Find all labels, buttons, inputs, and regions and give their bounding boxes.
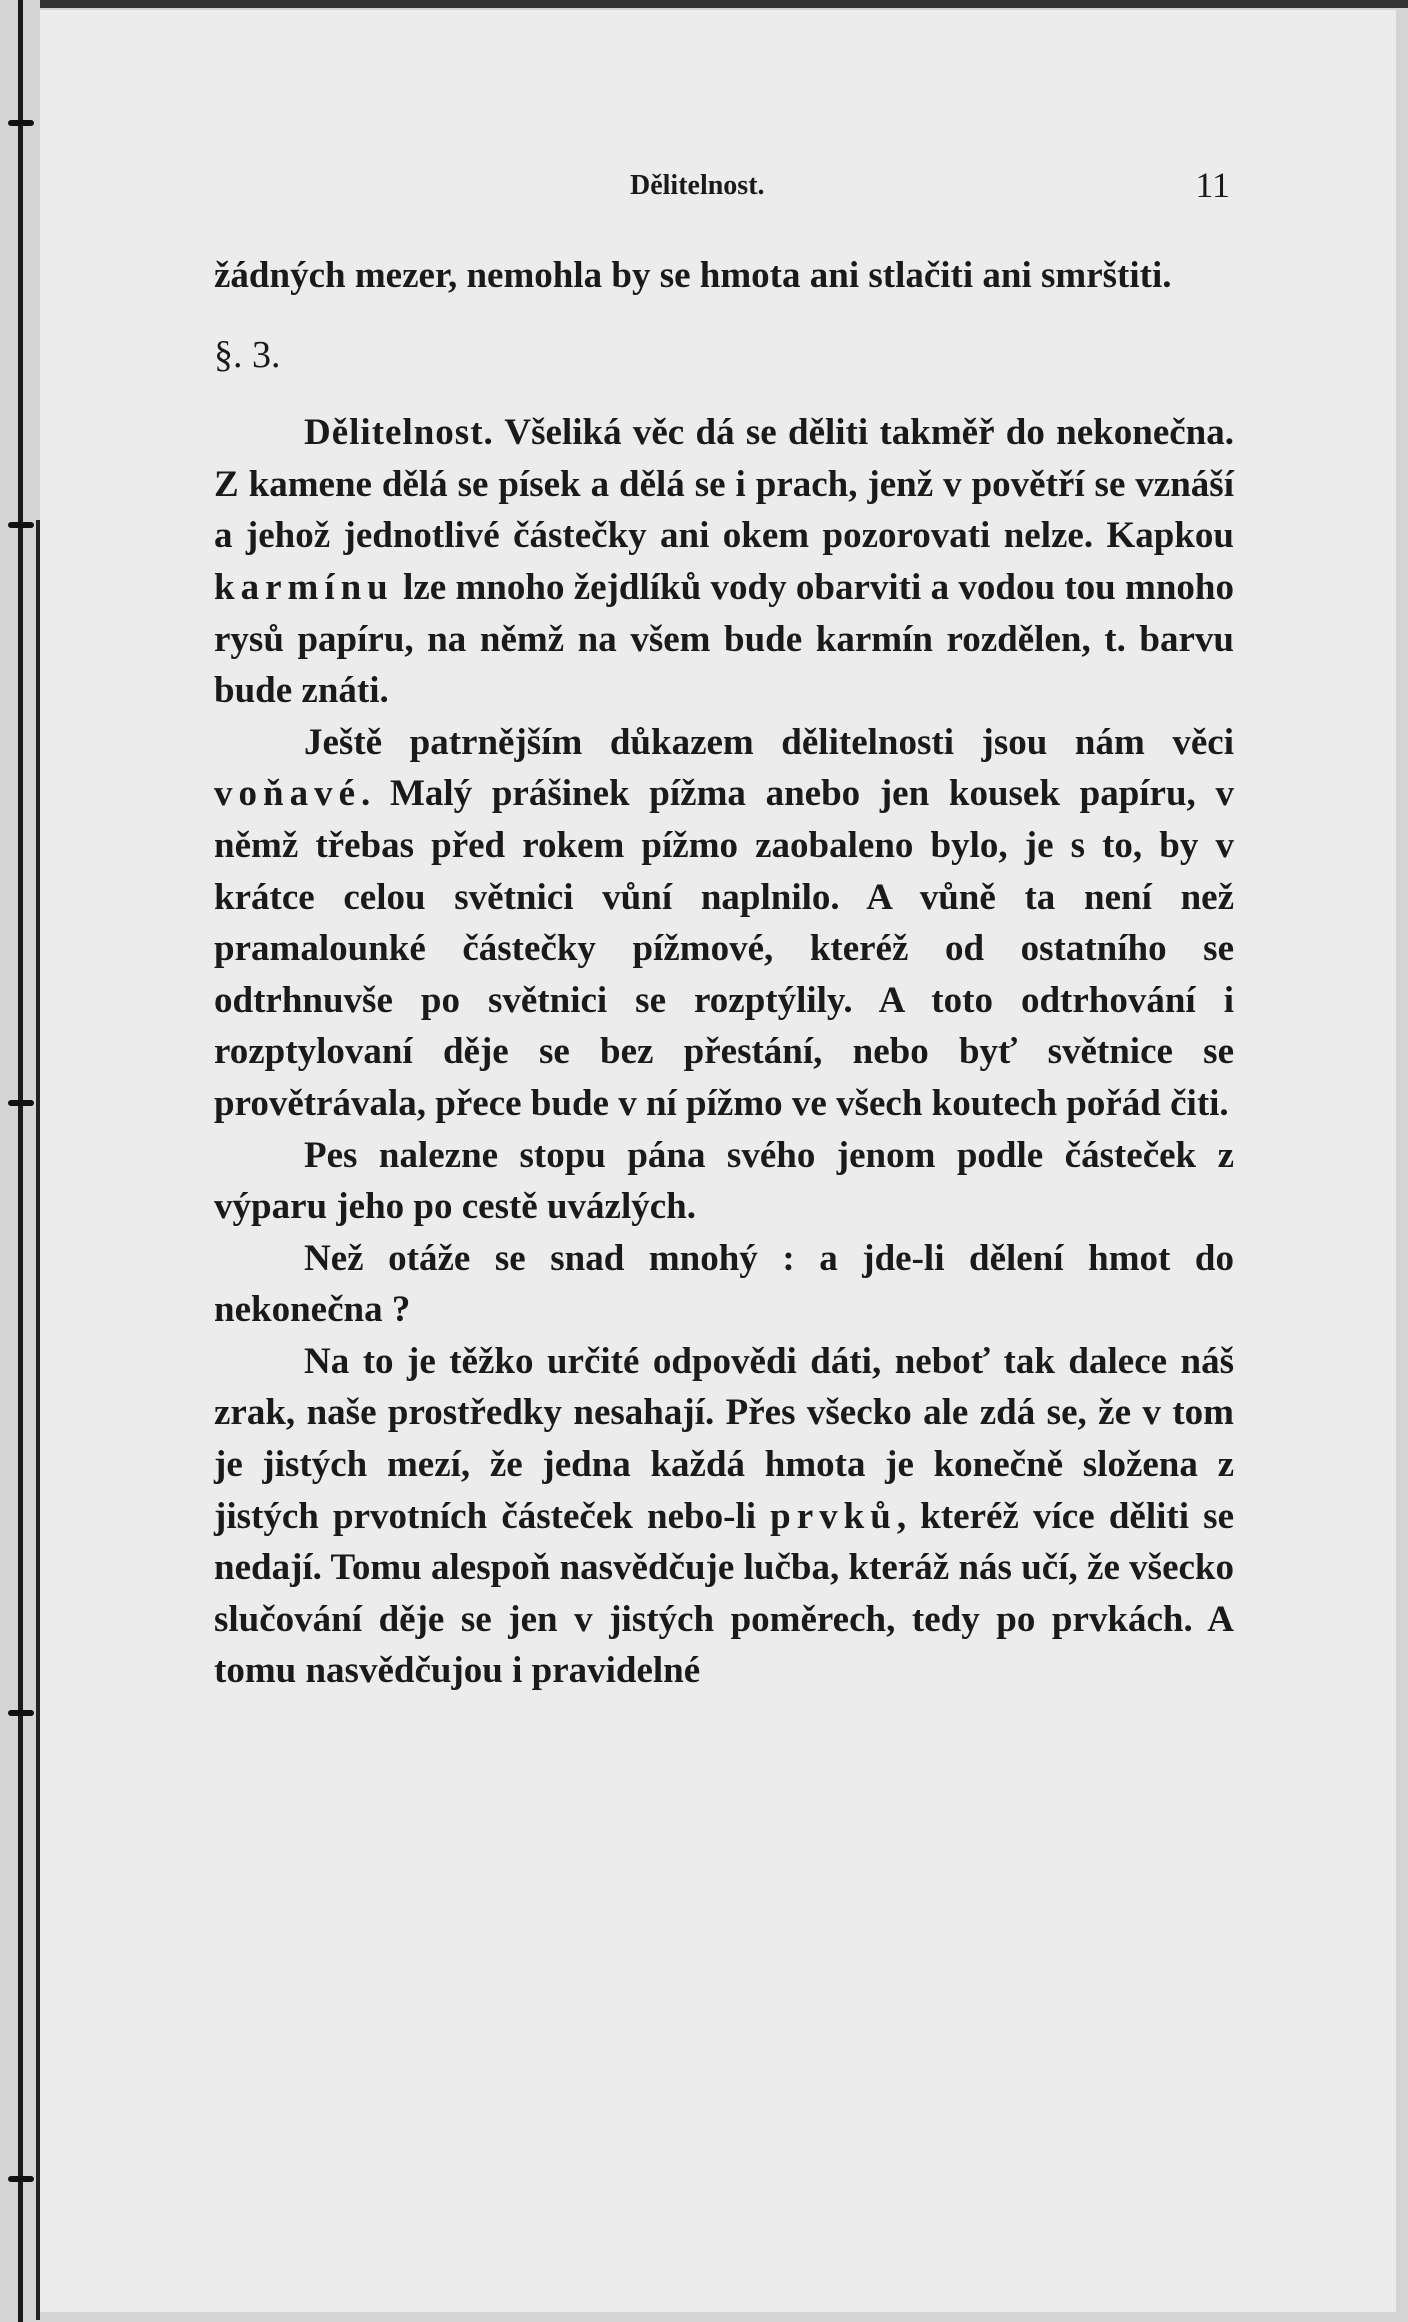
binding-stitch [8, 120, 34, 126]
paragraph-text: . Malý prášinek pížma anebo jen kousek papíru, v němž třebas před rokem pížmo zaobaleno bylo, je s to, by v krátce celou světnici vůní naplnilo. A vůně ta není než pramalounké částečky pížmové, kteréž od ostatního se odtrhnuvše po světnici se rozptýlily. A toto odtrhování i rozptylovaní děje se bez přestání, nebo byť světnice se provětrávala, přece bude v ní pížmo ve všech koutech pořád čiti. [214, 773, 1234, 1124]
paragraph-continuation: žádných mezer, nemohla by se hmota ani stlačiti ani smrštiti. [214, 255, 1172, 296]
paragraph-question: Než otáže se snad mnohý : a jde-li dělení hmot do nekonečna ? [214, 1237, 1234, 1331]
spaced-term: prvků [770, 1495, 897, 1537]
lead-term: Dělitelnost. [304, 412, 494, 454]
paragraph-dog: Pes nalezne stopu pána svého jenom podle částeček z výparu jeho po cestě uvázlých. [214, 1134, 1234, 1228]
paragraph-text: Všeliká věc dá se děliti takměř do nekonečna. Z kamene dělá se písek a dělá se i prach, jenž v povětří se vznáší a jehož jednotlivé částečky ani okem pozorovati nelze. Kapkou [214, 412, 1234, 557]
paragraph-text: Na to je těžko určité odpovědi dáti, neboť tak dalece náš zrak, naše prostředky nesahají. Přes všecko ale zdá se, že v tom je jistých mezí, že jedna každá hmota je konečně složena z jistých prvotních částeček nebo-li [214, 1340, 1234, 1537]
binding-stitch [8, 2176, 34, 2182]
paragraph-answer [214, 1336, 1234, 1697]
paragraph-text: , kteréž více děliti se nedají. Tomu alespoň nasvědčuje lučba, kteráž nás učí, že všecko slučování děje se jen v jistých poměrech, tedy po prvkách. A tomu nasvědčujou i pravidelné [214, 1495, 1234, 1692]
binding-inner-line [36, 520, 40, 2320]
paragraph-text: Ještě patrnějším důkazem dělitelnosti jsou nám věci [304, 721, 1234, 763]
binding-stitch [8, 522, 34, 528]
page-top-edge [0, 0, 1408, 8]
page-header [210, 165, 1230, 210]
spaced-term: karmínu [214, 566, 394, 608]
running-head: Dělitelnost. [630, 170, 765, 201]
binding-spine-line [18, 0, 23, 2322]
paragraph-divisibility [214, 407, 1234, 717]
paragraph-fragrant-things [214, 717, 1234, 1130]
binding-margin [0, 0, 40, 2322]
page-number: 11 [1195, 165, 1230, 205]
body-text [214, 250, 1234, 1697]
binding-stitch [8, 1100, 34, 1106]
paragraph-text: lze mnoho žejdlíků vody obarviti a vodou tou mnoho rysů papíru, na němž na všem bude karmín rozdělen, t. barvu bude znáti. [214, 566, 1234, 712]
section-heading: §. 3. [214, 333, 281, 376]
spaced-term: voňavé [214, 773, 361, 815]
binding-stitch [8, 1710, 34, 1716]
